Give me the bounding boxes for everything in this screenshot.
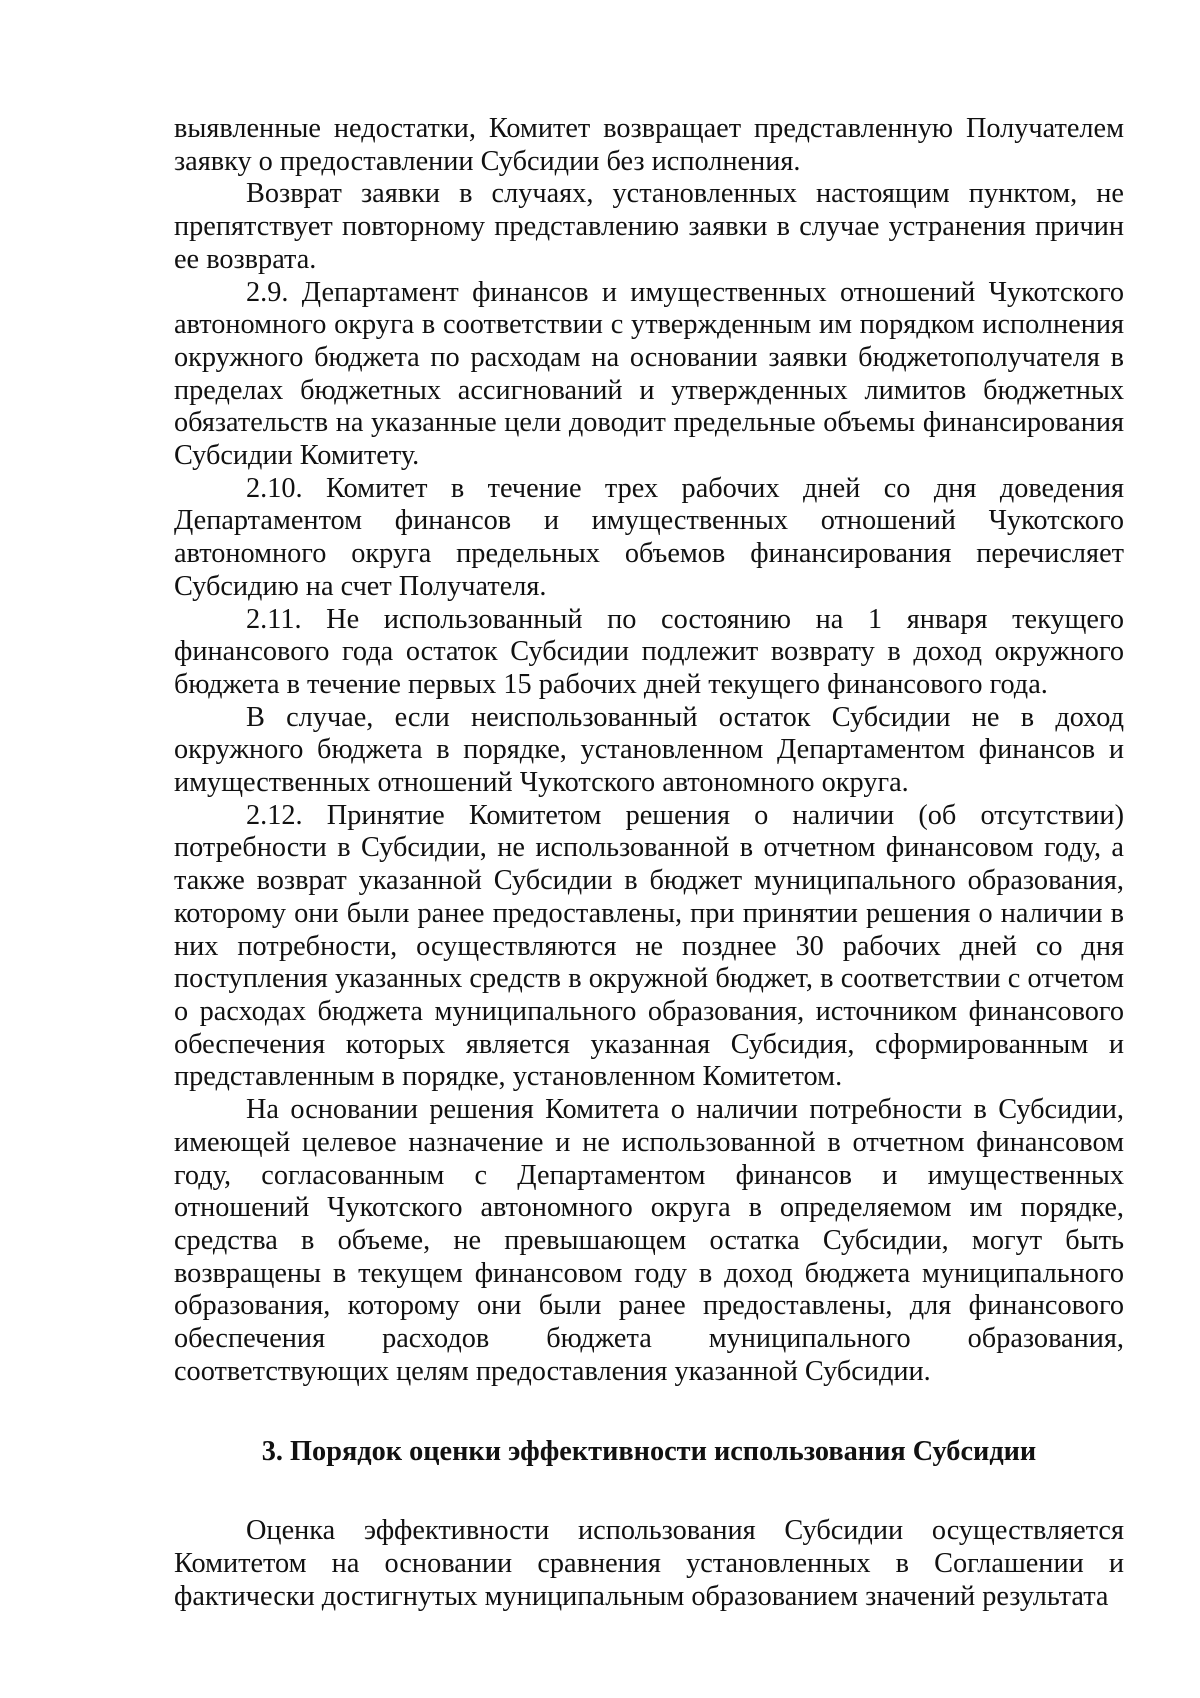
paragraph-2-12: 2.12. Принятие Комитетом решения о наличии (об отсутствии) потребности в Субсидии, не использованной в отчетном финансовом году, а также возврат указанной Субсидии в бюджет муниципального образования, которому они были ранее предоставлены, при принятии решения о наличии в них потребности, осуществляются не позднее 30 рабочих дней со дня поступления указанных средств в окружной бюджет, в соответствии с отчетом о расходах бюджета муниципального образования, источником финансового обеспечения которых является указанная Субсидия, сформированным и представленным в порядке, установленном Комитетом.	[174, 799, 1124, 1093]
section-heading: 3. Порядок оценки эффективности использования Субсидии	[261, 1436, 1037, 1468]
paragraph-2-9: 2.9. Департамент финансов и имущественных отношений Чукотского автономного округа в соответствии с утвержденным им порядком исполнения окружного бюджета по расходам на основании заявки бюджетополучателя в пределах бюджетных ассигнований и утвержденных лимитов бюджетных обязательств на указанные цели доводит предельные объемы финансирования Субсидии Комитету.	[174, 276, 1124, 472]
paragraph-2-11: 2.11. Не использованный по состоянию на 1 января текущего финансового года остаток Субсидии подлежит возврату в доход окружного бюджета в течение первых 15 рабочих дней текущего финансового года.	[174, 603, 1124, 700]
paragraph-return-of-application: Возврат заявки в случаях, установленных настоящим пунктом, не препятствует повторному представлению заявки в случае устранения причин ее возврата.	[174, 178, 1124, 275]
paragraph-2-10: 2.10. Комитет в течение трех рабочих дней со дня доведения Департаментом финансов и имущественных отношений Чукотского автономного округа предельных объемов финансирования перечисляет Субсидию на счет Получателя.	[174, 472, 1124, 602]
paragraph-efficiency-evaluation: Оценка эффективности использования Субсидии осуществляется Комитетом на основании сравнения установленных в Соглашении и фактически достигнутых муниципальным образованием значений результата	[174, 1515, 1124, 1612]
paragraph-unused-balance: В случае, если неиспользованный остаток Субсидии не в доход окружного бюджета в порядке, установленном Департаментом финансов и имущественных отношений Чукотского автономного округа.	[174, 701, 1124, 799]
paragraph-continuation: выявленные недостатки, Комитет возвращает представленную Получателем заявку о предоставлении Субсидии без исполнения.	[174, 113, 1124, 177]
paragraph-committee-decision: На основании решения Комитета о наличии потребности в Субсидии, имеющей целевое назначение и не использованной в отчетном финансовом году, согласованным с Департаментом финансов и имущественных отношений Чукотского автономного округа в определяемом им порядке, средства в объеме, не превышающем остатка Субсидии, могут быть возвращены в текущем финансовом году в доход бюджета муниципального образования, которому они были ранее предоставлены, для финансового обеспечения расходов бюджета муниципального образования, соответствующих целям предоставления указанной Субсидии.	[174, 1094, 1124, 1387]
document-body	[174, 113, 1124, 1613]
